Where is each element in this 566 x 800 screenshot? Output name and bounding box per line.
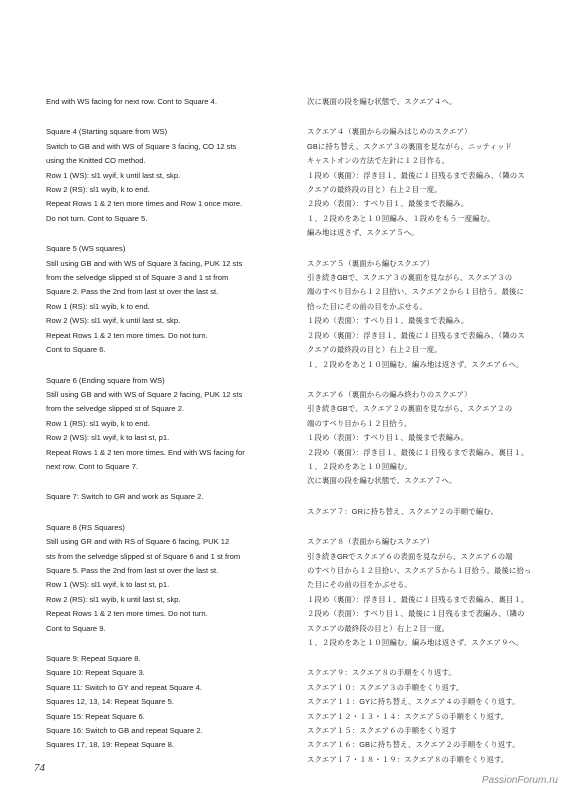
instruction-line: 拾った目にその前の目をかぶせる。 bbox=[307, 301, 427, 311]
instruction-line: 引き続きGRでスクエア６の表面を見ながら、スクエア６の端 bbox=[307, 551, 513, 561]
instruction-line: Repeat Rows 1 & 2 ten more times and Row 1 once more. bbox=[46, 199, 243, 209]
instruction-block bbox=[307, 95, 537, 109]
instruction-line: Square 10: Repeat Square 3. bbox=[46, 668, 145, 678]
instruction-line: Still using GB and with WS of Square 2 facing, PUK 12 sts bbox=[46, 389, 243, 399]
instruction-line: １段め（表面）：すべり目１、最後まで表編み。 bbox=[307, 433, 469, 443]
instruction-line: キャストオンの方法で左針に１２目作る。 bbox=[307, 156, 450, 166]
instruction-line: スクエア１６：GBに持ち替え、スクエア２の手順をくり返す。 bbox=[307, 740, 520, 750]
instruction-line: Row 1 (WS): sl1 wyif, k to last st, p1. bbox=[46, 580, 170, 590]
instruction-line: スクエア８（表面から編むスクエア） bbox=[307, 537, 435, 547]
instruction-line: Square 11: Switch to GY and repeat Square 4. bbox=[46, 682, 202, 692]
instruction-line: Repeat Rows 1 & 2 ten more times. Do not turn. bbox=[46, 609, 208, 619]
instruction-line: from the selvedge slipped st of Square 2. bbox=[46, 404, 185, 414]
instruction-line: sts from the selvedge slipped st of Square 6 and 1 st from bbox=[46, 551, 241, 561]
instruction-line: Square 6 (Ending square from WS) bbox=[46, 375, 165, 385]
instruction-line: Repeat Rows 1 & 2 ten more times. End with WS facing for bbox=[46, 447, 245, 457]
instruction-line: from the selvedge slipped st of Square 3 and 1 st from bbox=[46, 273, 229, 283]
page-number: 74 bbox=[34, 762, 45, 774]
instruction-line: １、２段めをあと１０回編む。 bbox=[307, 461, 412, 471]
instruction-line: スクエア１７・１８・１９：スクエア８の手順をくり返す。 bbox=[307, 754, 509, 764]
instruction-line: ２段め（表面）：すべり目１、最後まで表編み。 bbox=[307, 199, 469, 209]
instruction-line: 端のすべり目から１２目拾い、スクエア２から１目拾う。最後に bbox=[307, 287, 524, 297]
watermark: PassionForum.ru bbox=[481, 775, 558, 786]
instruction-block bbox=[46, 374, 278, 475]
instruction-line: ２段め（裏面）：浮き目１、最後に１目残るまで表編み、裏目１。 bbox=[307, 447, 529, 457]
instruction-line: Square 4 (Starting square from WS) bbox=[46, 127, 168, 137]
instruction-line: 次に裏面の段を編む状態で、スクエア４へ。 bbox=[307, 97, 457, 106]
instruction-line: クエアの最終段の目と）右上２目一度。 bbox=[307, 185, 442, 195]
instruction-line: Row 2 (RS): sl1 wyib, k to end. bbox=[46, 185, 150, 195]
instruction-block bbox=[307, 505, 537, 519]
instruction-line: １段め（裏面）：浮き目１、最後に１目残るまで表編み、（隣のス bbox=[307, 170, 525, 180]
instruction-block bbox=[307, 388, 537, 489]
instruction-line: た目にその前の目をかぶせる。 bbox=[307, 580, 412, 590]
instruction-line: Row 1 (WS): sl1 wyif, k until last st, skp. bbox=[46, 170, 181, 180]
instruction-line: Square 7: Switch to GR and work as Square 2. bbox=[46, 492, 204, 502]
instruction-line: 端のすべり目から１２目拾う。 bbox=[307, 418, 412, 428]
instruction-block bbox=[46, 95, 278, 109]
instruction-line: クエアの最終段の目と）右上２目一度。 bbox=[307, 345, 442, 355]
instruction-line: GBに持ち替え、スクエア３の裏面を見ながら、ニッティッド bbox=[307, 141, 513, 151]
instruction-line: ２段め（裏面）：浮き目１、最後に１目残るまで表編み、（隣のス bbox=[307, 330, 525, 340]
instruction-line: Still using GB and with WS of Square 3 facing, PUK 12 sts bbox=[46, 258, 243, 268]
instruction-line: １、２段めをあと１０回編む。編み地は返さず、スクエア６へ。 bbox=[307, 359, 524, 369]
japanese-instructions bbox=[307, 95, 537, 783]
instruction-line: next row. Cont to Square 7. bbox=[46, 461, 139, 471]
instruction-line: １段め（表面）：すべり目１、最後まで表編み。 bbox=[307, 316, 469, 326]
instruction-line: スクエア１５：スクエア６の手順をくり返す bbox=[307, 726, 457, 736]
instruction-line: １段め（裏面）：浮き目１、最後に１目残るまで表編み、裏目１。 bbox=[307, 594, 529, 604]
instruction-line: End with WS facing for next row. Cont to Square 4. bbox=[46, 97, 217, 106]
instruction-line: Row 2 (WS): sl1 wyif, k until last st, skp. bbox=[46, 316, 181, 326]
instruction-line: Row 1 (RS): sl1 wyib, k to end. bbox=[46, 418, 150, 428]
instruction-line: 引き続きGBで、スクエア３の裏面を見ながら、スクエア３の bbox=[307, 273, 513, 283]
instruction-line: スクエア７：GRに持ち替え、スクエア２の手順で編む。 bbox=[307, 506, 499, 516]
instruction-block bbox=[307, 257, 537, 372]
instruction-line: Row 2 (RS): sl1 wyib, k until last st, skp. bbox=[46, 594, 181, 604]
instruction-block bbox=[46, 242, 278, 357]
instruction-line: Still using GR and with RS of Square 6 facing, PUK 12 bbox=[46, 537, 230, 547]
instruction-line: Square 5 (WS squares) bbox=[46, 244, 126, 254]
instruction-block bbox=[307, 125, 537, 240]
instruction-line: スクエア４（裏面からの編みはじめのスクエア） bbox=[307, 127, 472, 137]
instruction-line: スクエア１２・１３・１４：スクエア５の手順をくり返す。 bbox=[307, 711, 509, 721]
instruction-line: １、２段めをあと１０回編み、１段めをもう一度編む。 bbox=[307, 213, 495, 223]
instruction-line: Square 15: Repeat Square 6. bbox=[46, 711, 145, 721]
instruction-line: ２段め（表面）：すべり目１、最後に１目残るまで表編み、（隣の bbox=[307, 609, 525, 619]
instruction-line: 編み地は返さず、スクエア５へ。 bbox=[307, 228, 419, 238]
instruction-line: Row 1 (RS): sl1 wyib, k to end. bbox=[46, 301, 150, 311]
instruction-block bbox=[307, 535, 537, 650]
instruction-line: Square 2. Pass the 2nd from last st over the last st. bbox=[46, 287, 219, 297]
instruction-line: Cont to Square 9. bbox=[46, 623, 106, 633]
instruction-line: Repeat Rows 1 & 2 ten more times. Do not turn. bbox=[46, 330, 208, 340]
instruction-block bbox=[307, 666, 537, 767]
instruction-line: Square 16: Switch to GB and repeat Square 2. bbox=[46, 726, 203, 736]
instruction-line: Square 8 (RS Squares) bbox=[46, 522, 125, 532]
instruction-line: 引き続きGBで、スクエア２の裏面を見ながら、スクエア２の bbox=[307, 404, 513, 414]
instruction-block bbox=[46, 521, 278, 636]
instruction-line: スクエア９：スクエア８の手順をくり返す。 bbox=[307, 668, 456, 678]
instruction-line: スクエア１１：GYに持ち替え、スクエア４の手順をくり返す。 bbox=[307, 697, 520, 707]
instruction-block bbox=[46, 652, 278, 753]
instruction-line: using the Knitted CO method. bbox=[46, 156, 146, 166]
instruction-line: Row 2 (WS): sl1 wyif, k to last st, p1. bbox=[46, 433, 170, 443]
instruction-block bbox=[46, 125, 278, 226]
instruction-line: 次に裏面の段を編む状態で、スクエア７へ。 bbox=[307, 476, 457, 486]
instruction-line: Switch to GB and with WS of Square 3 facing, CO 12 sts bbox=[46, 141, 237, 151]
instruction-line: Cont to Square 6. bbox=[46, 345, 106, 355]
instruction-line: スクエア６（裏面からの編み終わりのスクエア） bbox=[307, 389, 472, 399]
instruction-line: Squares 17, 18, 19: Repeat Square 8. bbox=[46, 740, 174, 750]
instruction-line: １、２段めをあと１０回編む。編み地は返さず、スクエア９へ。 bbox=[307, 638, 524, 647]
instruction-line: のすべり目から１２目拾い、スクエア５から１目拾う。最後に拾っ bbox=[307, 565, 532, 575]
instruction-line: スクエア５（裏面から編むスクエア） bbox=[307, 258, 435, 268]
instruction-line: Square 9: Repeat Square 8. bbox=[46, 654, 141, 663]
instruction-line: スクエアの最終段の目と）右上２目一度。 bbox=[307, 623, 450, 633]
instruction-line: Square 5. Pass the 2nd from last st over the last st. bbox=[46, 565, 219, 575]
instruction-block bbox=[46, 490, 278, 504]
english-instructions bbox=[46, 95, 278, 769]
instruction-line: Squares 12, 13, 14: Repeat Square 5. bbox=[46, 697, 174, 707]
instruction-line: スクエア１０：スクエア３の手順をくり返す。 bbox=[307, 682, 464, 692]
instruction-line: Do not turn. Cont to Square 5. bbox=[46, 213, 148, 223]
